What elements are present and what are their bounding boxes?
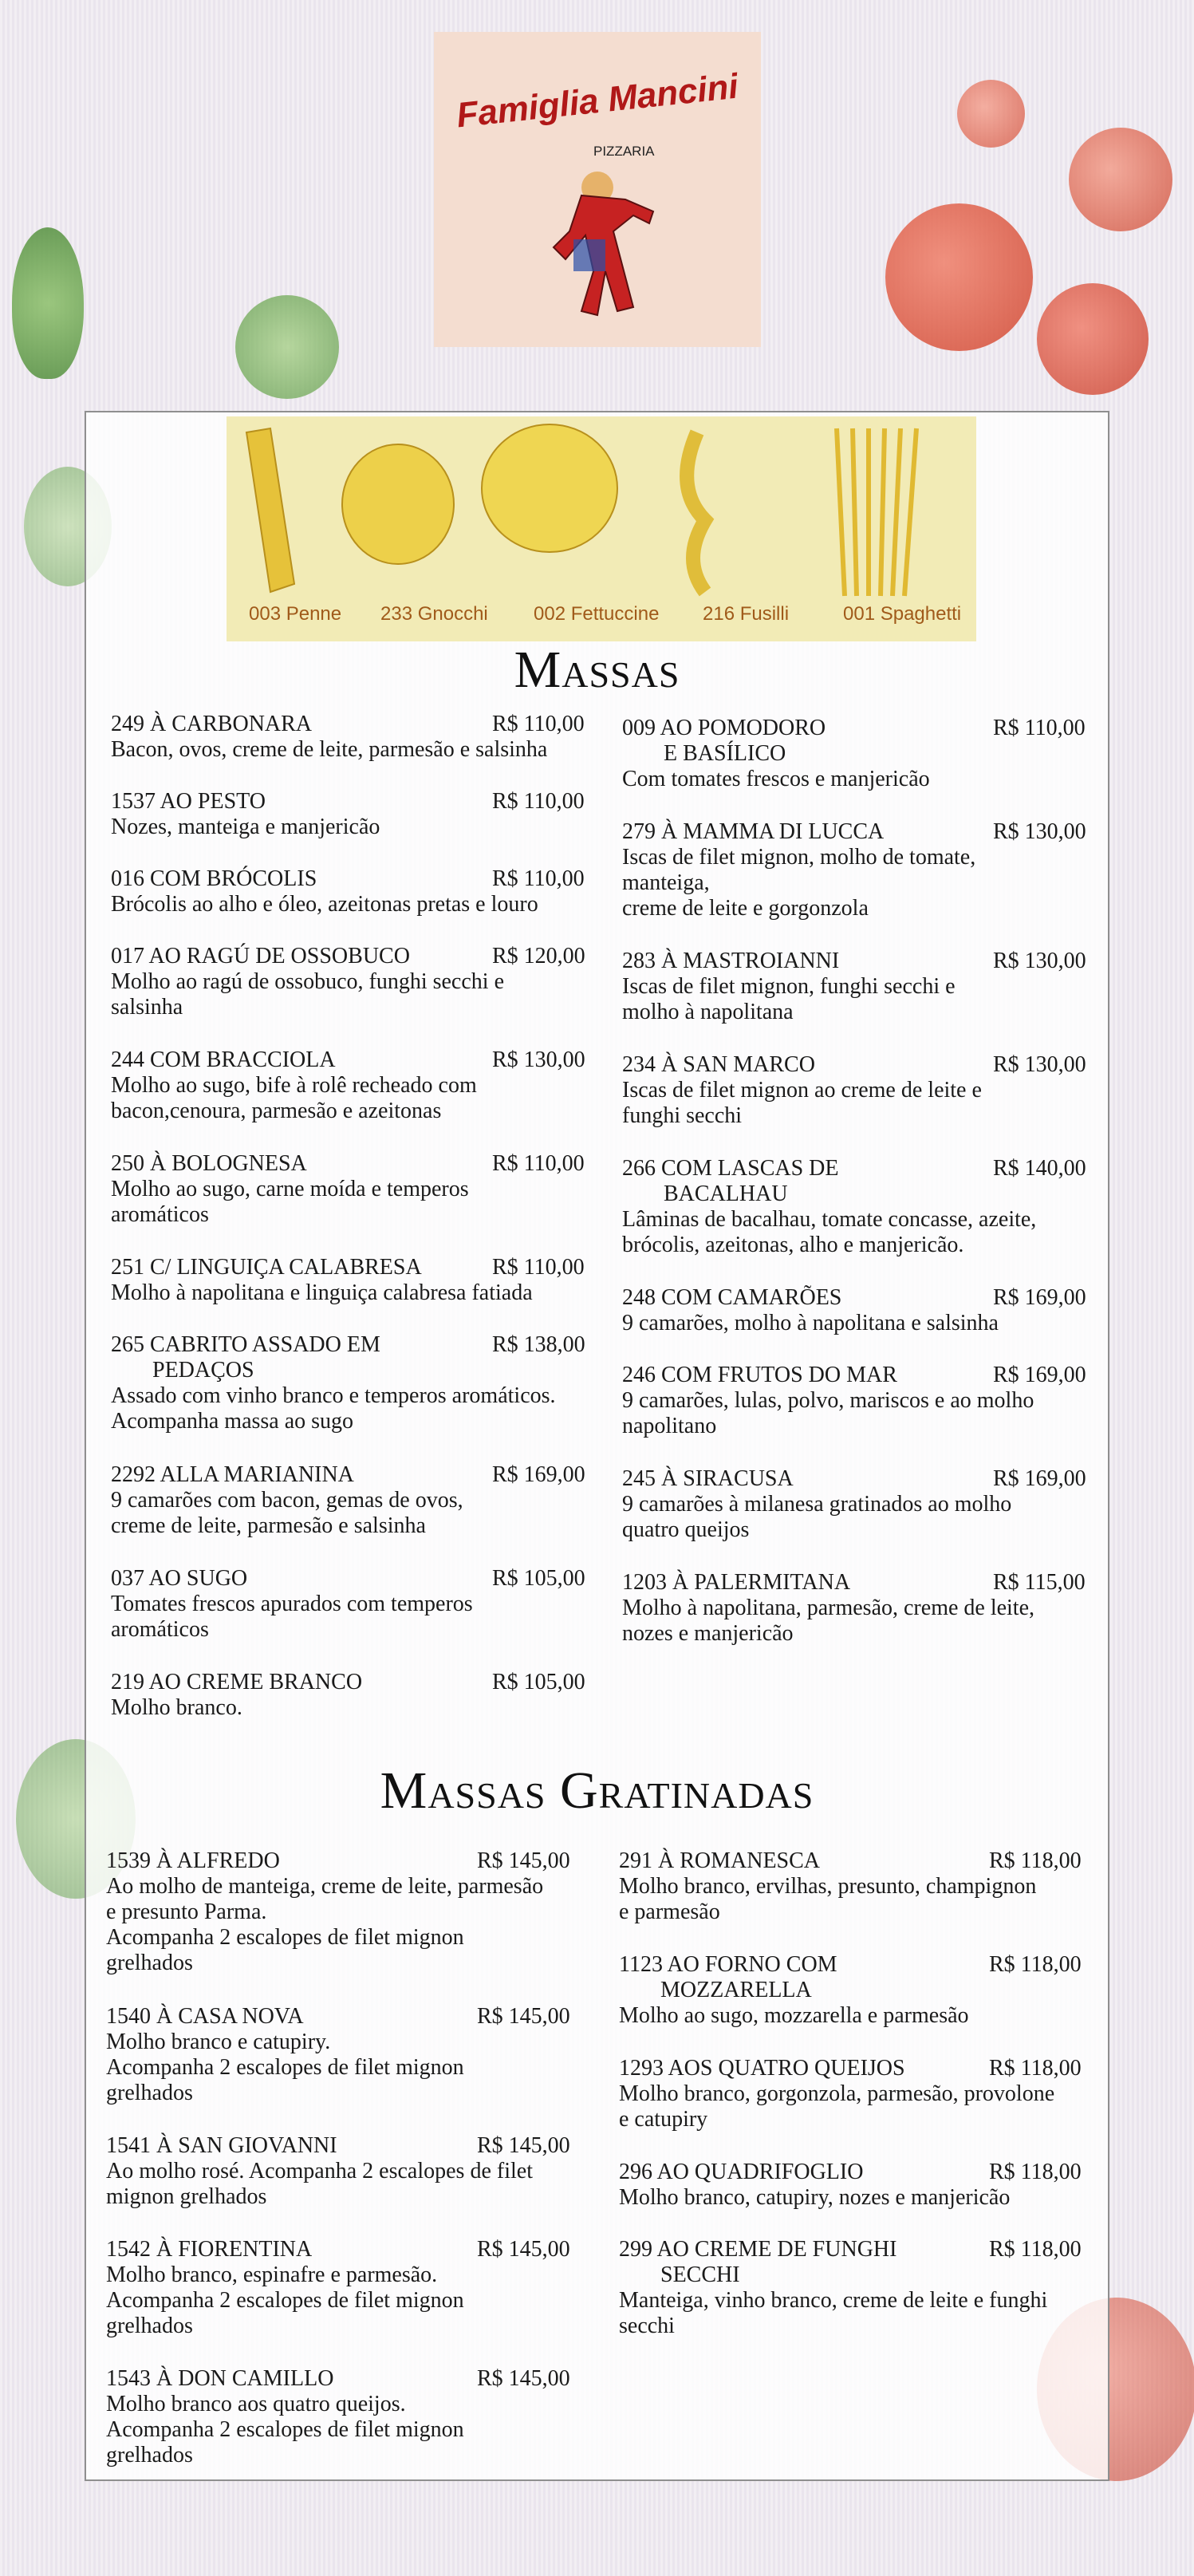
menu-item-name: 265 CABRITO ASSADO EM: [111, 1332, 380, 1357]
menu-item-name: 246 COM FRUTOS DO MAR: [622, 1363, 897, 1387]
tomato-decoration: [1069, 128, 1172, 231]
pasta-types-banner: [227, 416, 976, 641]
menu-item-price: R$ 118,00: [989, 2056, 1082, 2081]
menu-item-description: 9 camarões, lulas, polvo, mariscos e ao molho napolitano: [622, 1388, 1034, 1438]
menu-item-price: R$ 130,00: [993, 949, 1086, 973]
menu-item-name-continued: SECCHI: [660, 2262, 740, 2287]
menu-item-description: Molho à napolitana, parmesão, creme de leite, nozes e manjericão: [622, 1596, 1035, 1646]
pasta-caption-fusilli: 216 Fusilli: [703, 603, 790, 625]
menu-item-name: 009 AO POMODORO: [622, 716, 826, 740]
menu-item-description: 9 camarões à milanesa gratinados ao molho quatro queijos: [622, 1492, 1012, 1542]
menu-item-name-continued: MOZZARELLA: [660, 1978, 812, 2002]
menu-item-header: [622, 819, 1133, 845]
menu-item: [106, 2237, 617, 2339]
menu-item-description: Brócolis ao alho e óleo, azeitonas pretas e louro: [111, 892, 538, 917]
menu-item-price: R$ 130,00: [993, 1052, 1086, 1077]
menu-item-description: Molho branco aos quatro queijos. Acompanha 2 escalopes de filet mignon grelhados: [106, 2392, 464, 2468]
menu-item-header: [111, 1566, 621, 1592]
basil-leaf-decoration: [235, 295, 339, 399]
pasta-caption-fettuccine: 002 Fettuccine: [534, 603, 660, 625]
menu-item: [622, 819, 1133, 921]
menu-item-description: Molho branco, gorgonzola, parmesão, provolone e catupiry: [619, 2081, 1055, 2132]
menu-item-description: Iscas de filet mignon, molho de tomate, manteiga, creme de leite e gorgonzola: [622, 845, 976, 921]
menu-item: [111, 1047, 621, 1124]
menu-item-price: R$ 110,00: [492, 712, 585, 736]
menu-item-price: R$ 118,00: [989, 1952, 1082, 1977]
menu-item-header: [622, 1363, 1133, 1388]
menu-item-price: R$ 130,00: [492, 1047, 585, 1072]
menu-item-header: [619, 1952, 1129, 1978]
menu-item-header: [619, 1848, 1129, 1874]
menu-item: [622, 1052, 1133, 1129]
menu-item-price: R$ 145,00: [477, 2133, 570, 2158]
tomato-decoration: [885, 203, 1033, 351]
menu-item-name: 296 AO QUADRIFOGLIO: [619, 2160, 864, 2184]
menu-item-name: 1539 À ALFREDO: [106, 1848, 280, 1873]
menu-item-name-continued: PEDAÇOS: [152, 1358, 254, 1383]
menu-item-price: R$ 145,00: [477, 2366, 570, 2391]
menu-item-description: Iscas de filet mignon ao creme de leite e funghi secchi: [622, 1078, 982, 1128]
menu-item-header: [106, 2004, 617, 2030]
pasta-caption-penne: 003 Penne: [249, 603, 342, 625]
menu-item: [106, 2133, 617, 2210]
menu-item-header: [619, 2160, 1129, 2185]
menu-item-price: R$ 110,00: [492, 866, 585, 891]
menu-item: [111, 1670, 621, 1721]
menu-item-header: [619, 2237, 1129, 2262]
menu-item-price: R$ 105,00: [492, 1670, 585, 1694]
menu-item-header: [622, 949, 1133, 974]
menu-item-name: 2292 ALLA MARIANINA: [111, 1462, 354, 1487]
menu-item-header: [111, 1047, 621, 1073]
menu-item-header: [619, 2056, 1129, 2081]
menu-item-price: R$ 110,00: [492, 1151, 585, 1176]
menu-item-price: R$ 120,00: [492, 944, 585, 968]
menu-item-name: 1537 AO PESTO: [111, 789, 266, 814]
menu-item-description: Bacon, ovos, creme de leite, parmesão e salsinha: [111, 737, 548, 762]
menu-item-name: 1542 À FIORENTINA: [106, 2237, 313, 2262]
menu-item: [111, 1332, 621, 1434]
menu-item-name: 1123 AO FORNO COM: [619, 1952, 837, 1977]
menu-item: [111, 866, 621, 917]
menu-item-price: R$ 118,00: [989, 2160, 1082, 2184]
menu-item-name: 249 À CARBONARA: [111, 712, 313, 736]
menu-item-description: Molho branco, catupiry, nozes e manjericão: [619, 2185, 1011, 2210]
menu-item-name: 299 AO CREME DE FUNGHI: [619, 2237, 897, 2262]
menu-item-price: R$ 118,00: [989, 2237, 1082, 2262]
menu-item-header: [622, 1052, 1133, 1078]
menu-item-name: 248 COM CAMARÕES: [622, 1285, 842, 1310]
menu-item-header: [111, 944, 621, 969]
harlequin-figure-icon: [434, 32, 761, 347]
menu-item: [106, 1848, 617, 1976]
menu-item: [622, 1156, 1133, 1258]
menu-item-description: Molho à napolitana e linguiça calabresa fatiada: [111, 1280, 533, 1305]
menu-item-price: R$ 110,00: [993, 716, 1086, 740]
menu-item-price: R$ 130,00: [993, 819, 1086, 844]
menu-item-price: R$ 145,00: [477, 2237, 570, 2262]
menu-item-price: R$ 115,00: [993, 1570, 1086, 1595]
menu-item-name: 250 À BOLOGNESA: [111, 1151, 307, 1176]
menu-item-price: R$ 169,00: [993, 1466, 1086, 1491]
menu-item-price: R$ 145,00: [477, 2004, 570, 2029]
menu-item-description: Com tomates frescos e manjericão: [622, 767, 930, 791]
menu-item-name: 1203 À PALERMITANA: [622, 1570, 851, 1595]
menu-item-header: [111, 712, 621, 737]
menu-item: [111, 1566, 621, 1643]
menu-item-header: [111, 866, 621, 892]
menu-item-price: R$ 169,00: [993, 1285, 1086, 1310]
menu-item: [622, 1285, 1133, 1336]
menu-item: [619, 2237, 1129, 2339]
menu-item: [619, 1952, 1129, 2029]
menu-item-name: 016 COM BRÓCOLIS: [111, 866, 317, 891]
menu-item-description: Iscas de filet mignon, funghi secchi e molho à napolitana: [622, 974, 956, 1024]
menu-item-header: [622, 716, 1133, 741]
logo-subtitle: PIZZARIA: [593, 144, 655, 159]
menu-item-header: [111, 1255, 621, 1280]
menu-item-name: 234 À SAN MARCO: [622, 1052, 815, 1077]
menu-item-header: [622, 1156, 1133, 1181]
menu-item: [622, 716, 1133, 792]
menu-item-description: Molho branco, espinafre e parmesão. Acompanha 2 escalopes de filet mignon grelhados: [106, 2262, 464, 2338]
menu-item-name: 291 À ROMANESCA: [619, 1848, 821, 1873]
menu-item-header: [106, 2237, 617, 2262]
menu-item-name: 1541 À SAN GIOVANNI: [106, 2133, 337, 2158]
menu-item-name: 017 AO RAGÚ DE OSSOBUCO: [111, 944, 410, 968]
menu-item-name: 244 COM BRACCIOLA: [111, 1047, 336, 1072]
menu-item-price: R$ 138,00: [492, 1332, 585, 1357]
menu-item: [106, 2004, 617, 2106]
menu-item: [619, 2056, 1129, 2132]
menu-item-name-continued: BACALHAU: [664, 1181, 788, 1206]
menu-item-description: Lâminas de bacalhau, tomate concasse, azeite, brócolis, azeitonas, alho e manjericão.: [622, 1207, 1037, 1257]
menu-item: [619, 2160, 1129, 2211]
tomato-decoration: [957, 80, 1025, 148]
menu-item-price: R$ 169,00: [993, 1363, 1086, 1387]
menu-item-description: 9 camarões, molho à napolitana e salsinha: [622, 1311, 999, 1335]
menu-item-header: [111, 1670, 621, 1695]
menu-item: [111, 944, 621, 1020]
menu-item-name: 1293 AOS QUATRO QUEIJOS: [619, 2056, 905, 2081]
menu-item-header: [622, 1570, 1133, 1596]
menu-item-description: Assado com vinho branco e temperos aromáticos. Acompanha massa ao sugo: [111, 1383, 556, 1434]
menu-item-description: Molho branco e catupiry. Acompanha 2 escalopes de filet mignon grelhados: [106, 2030, 464, 2105]
menu-item-name: 266 COM LASCAS DE: [622, 1156, 839, 1181]
menu-item-header: [622, 1466, 1133, 1492]
menu-item-name: 219 AO CREME BRANCO: [111, 1670, 363, 1694]
menu-item: [619, 1848, 1129, 1925]
menu-item-name-continued: E BASÍLICO: [664, 741, 786, 766]
menu-item-description: Tomates frescos apurados com temperos aromáticos: [111, 1592, 473, 1642]
restaurant-logo: [434, 32, 761, 347]
menu-item-name: 283 À MASTROIANNI: [622, 949, 840, 973]
menu-item-price: R$ 105,00: [492, 1566, 585, 1591]
menu-item-price: R$ 169,00: [492, 1462, 585, 1487]
menu-item-name: 279 À MAMMA DI LUCCA: [622, 819, 885, 844]
menu-item-header: [106, 2133, 617, 2159]
logo-name: Famiglia Mancini: [455, 66, 740, 136]
menu-item-name: 037 AO SUGO: [111, 1566, 248, 1591]
tomato-decoration: [1037, 283, 1149, 395]
menu-item-price: R$ 118,00: [989, 1848, 1082, 1873]
menu-item: [622, 949, 1133, 1025]
menu-item-header: [111, 1332, 621, 1358]
menu-item-description: Ao molho rosé. Acompanha 2 escalopes de filet mignon grelhados: [106, 2159, 533, 2209]
menu-item-header: [106, 2366, 617, 2392]
menu-item-description: Molho branco, ervilhas, presunto, champignon e parmesão: [619, 1874, 1037, 1924]
menu-item: [622, 1466, 1133, 1543]
menu-item-description: Ao molho de manteiga, creme de leite, parmesão e presunto Parma. Acompanha 2 escalopes de filet mignon grelhados: [106, 1874, 544, 1975]
menu-item: [111, 1255, 621, 1306]
basil-leaf-decoration: [12, 227, 84, 379]
menu-item-description: 9 camarões com bacon, gemas de ovos, creme de leite, parmesão e salsinha: [111, 1488, 463, 1538]
menu-item-price: R$ 110,00: [492, 789, 585, 814]
menu-item-description: Molho ao sugo, bife à rolê recheado com bacon,cenoura, parmesão e azeitonas: [111, 1073, 477, 1123]
massas-gratinadas-title: Massas Gratinadas: [380, 1761, 814, 1820]
menu-item-header: [106, 1848, 617, 1874]
menu-item-name: 1543 À DON CAMILLO: [106, 2366, 334, 2391]
pasta-caption-gnocchi: 233 Gnocchi: [380, 603, 488, 625]
menu-item-price: R$ 140,00: [993, 1156, 1086, 1181]
menu-item: [106, 2366, 617, 2468]
menu-item: [622, 1363, 1133, 1439]
menu-item: [111, 1462, 621, 1539]
massas-title: Massas: [514, 641, 680, 699]
pasta-caption-spaghetti: 001 Spaghetti: [843, 603, 962, 625]
menu-item-header: [111, 789, 621, 815]
menu-item-name: 245 À SIRACUSA: [622, 1466, 794, 1491]
menu-item-description: Molho branco.: [111, 1695, 242, 1720]
menu-item-description: Molho ao sugo, mozzarella e parmesão: [619, 2003, 969, 2028]
menu-item-description: Manteiga, vinho branco, creme de leite e funghi secchi: [619, 2288, 1048, 2338]
menu-item-header: [622, 1285, 1133, 1311]
menu-item-description: Molho ao ragú de ossobuco, funghi secchi e salsinha: [111, 969, 504, 1020]
menu-item: [111, 789, 621, 840]
menu-item-description: Molho ao sugo, carne moída e temperos aromáticos: [111, 1177, 469, 1227]
menu-item-price: R$ 145,00: [477, 1848, 570, 1873]
menu-item-header: [111, 1151, 621, 1177]
menu-item-price: R$ 110,00: [492, 1255, 585, 1280]
menu-item: [111, 712, 621, 763]
menu-item: [111, 1151, 621, 1228]
menu-item: [622, 1570, 1133, 1647]
menu-item-header: [111, 1462, 621, 1488]
menu-item-description: Nozes, manteiga e manjericão: [111, 815, 380, 839]
menu-item-name: 251 C/ LINGUIÇA CALABRESA: [111, 1255, 422, 1280]
menu-item-name: 1540 À CASA NOVA: [106, 2004, 304, 2029]
